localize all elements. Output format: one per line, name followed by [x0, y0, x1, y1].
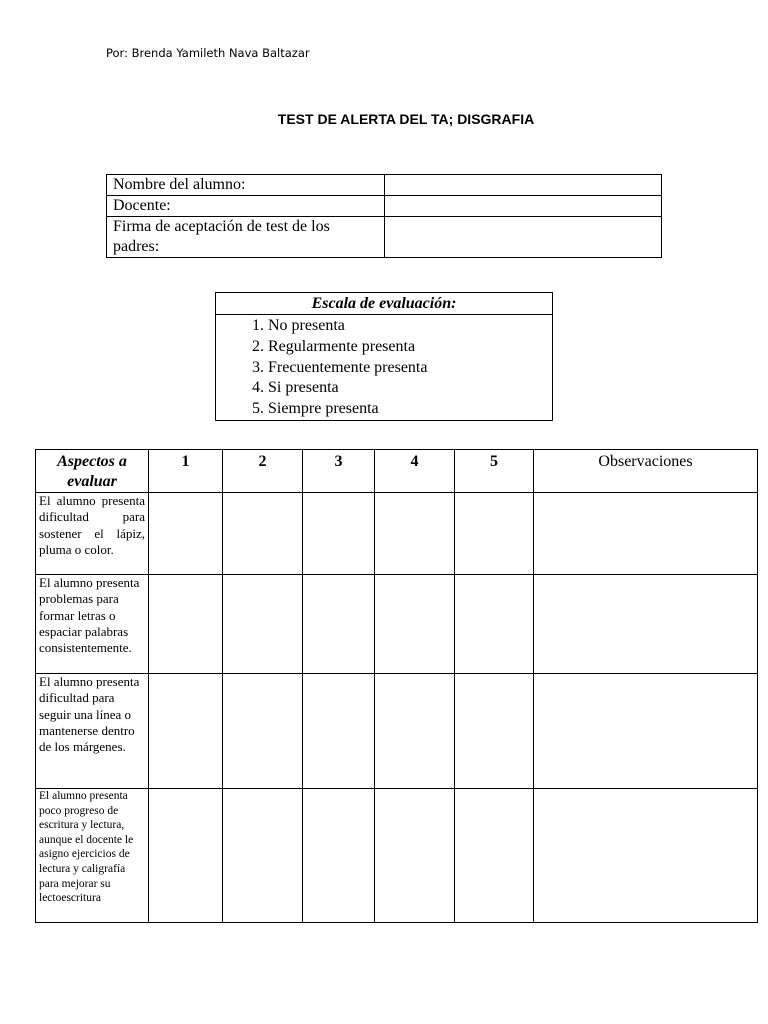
score-cell-3[interactable]	[303, 674, 375, 789]
score-cell-1[interactable]	[149, 575, 223, 674]
observations-cell[interactable]	[534, 575, 758, 674]
aspect-description: El alumno presenta dificultad para seguir una línea o mantenerse dentro de los márgenes.	[36, 674, 149, 789]
score-cell-2[interactable]	[223, 674, 303, 789]
student-name-field[interactable]	[385, 175, 662, 196]
student-name-label: Nombre del alumno:	[107, 175, 385, 196]
header-observations: Observaciones	[534, 450, 758, 493]
header-score-4: 4	[375, 450, 455, 493]
header-score-3: 3	[303, 450, 375, 493]
header-score-1: 1	[149, 450, 223, 493]
parent-signature-label: Firma de aceptación de test de los padres:	[107, 217, 385, 258]
header-aspects: Aspectos a evaluar	[36, 450, 149, 493]
header-score-5: 5	[455, 450, 534, 493]
scale-item: 2. Regularmente presenta	[268, 337, 552, 358]
teacher-label: Docente:	[107, 196, 385, 217]
score-cell-2[interactable]	[223, 789, 303, 923]
score-cell-5[interactable]	[455, 674, 534, 789]
score-cell-3[interactable]	[303, 575, 375, 674]
evaluation-header-row	[36, 450, 758, 493]
score-cell-4[interactable]	[375, 789, 455, 923]
author-line: Por: Brenda Yamileth Nava Baltazar	[106, 46, 310, 60]
student-info-table	[106, 174, 662, 258]
observations-cell[interactable]	[534, 674, 758, 789]
info-row-teacher	[107, 196, 662, 217]
info-row-signature	[107, 217, 662, 258]
aspect-description: El alumno presenta dificultad para sostener el lápiz, pluma o color.	[36, 493, 149, 575]
scale-item: 3. Frecuentemente presenta	[268, 358, 552, 379]
observations-cell[interactable]	[534, 789, 758, 923]
score-cell-4[interactable]	[375, 493, 455, 575]
table-row	[36, 789, 758, 923]
table-row	[36, 575, 758, 674]
info-row-student	[107, 175, 662, 196]
score-cell-4[interactable]	[375, 674, 455, 789]
teacher-field[interactable]	[385, 196, 662, 217]
score-cell-5[interactable]	[455, 575, 534, 674]
score-cell-3[interactable]	[303, 789, 375, 923]
score-cell-1[interactable]	[149, 674, 223, 789]
scale-item: 4. Si presenta	[268, 378, 552, 399]
score-cell-3[interactable]	[303, 493, 375, 575]
evaluation-scale-table	[215, 292, 553, 421]
score-cell-5[interactable]	[455, 789, 534, 923]
score-cell-1[interactable]	[149, 493, 223, 575]
header-score-2: 2	[223, 450, 303, 493]
document-title: TEST DE ALERTA DEL TA; DISGRAFIA	[277, 111, 535, 127]
scale-title: Escala de evaluación:	[216, 293, 553, 315]
aspect-description: El alumno presenta problemas para formar letras o espaciar palabras consistentemente.	[36, 575, 149, 674]
scale-list-cell	[216, 315, 553, 421]
score-cell-1[interactable]	[149, 789, 223, 923]
table-row	[36, 493, 758, 575]
table-row	[36, 674, 758, 789]
evaluation-table	[35, 449, 758, 923]
scale-item: 5. Siempre presenta	[268, 399, 552, 420]
score-cell-5[interactable]	[455, 493, 534, 575]
observations-cell[interactable]	[534, 493, 758, 575]
score-cell-4[interactable]	[375, 575, 455, 674]
aspect-description: El alumno presenta poco progreso de escritura y lectura, aunque el docente le asigno ejercicios de lectura y caligrafía para mejorar su lectoescritura	[36, 789, 149, 923]
scale-item: 1. No presenta	[268, 316, 552, 337]
parent-signature-field[interactable]	[385, 217, 662, 258]
scale-list	[216, 316, 552, 420]
score-cell-2[interactable]	[223, 493, 303, 575]
score-cell-2[interactable]	[223, 575, 303, 674]
